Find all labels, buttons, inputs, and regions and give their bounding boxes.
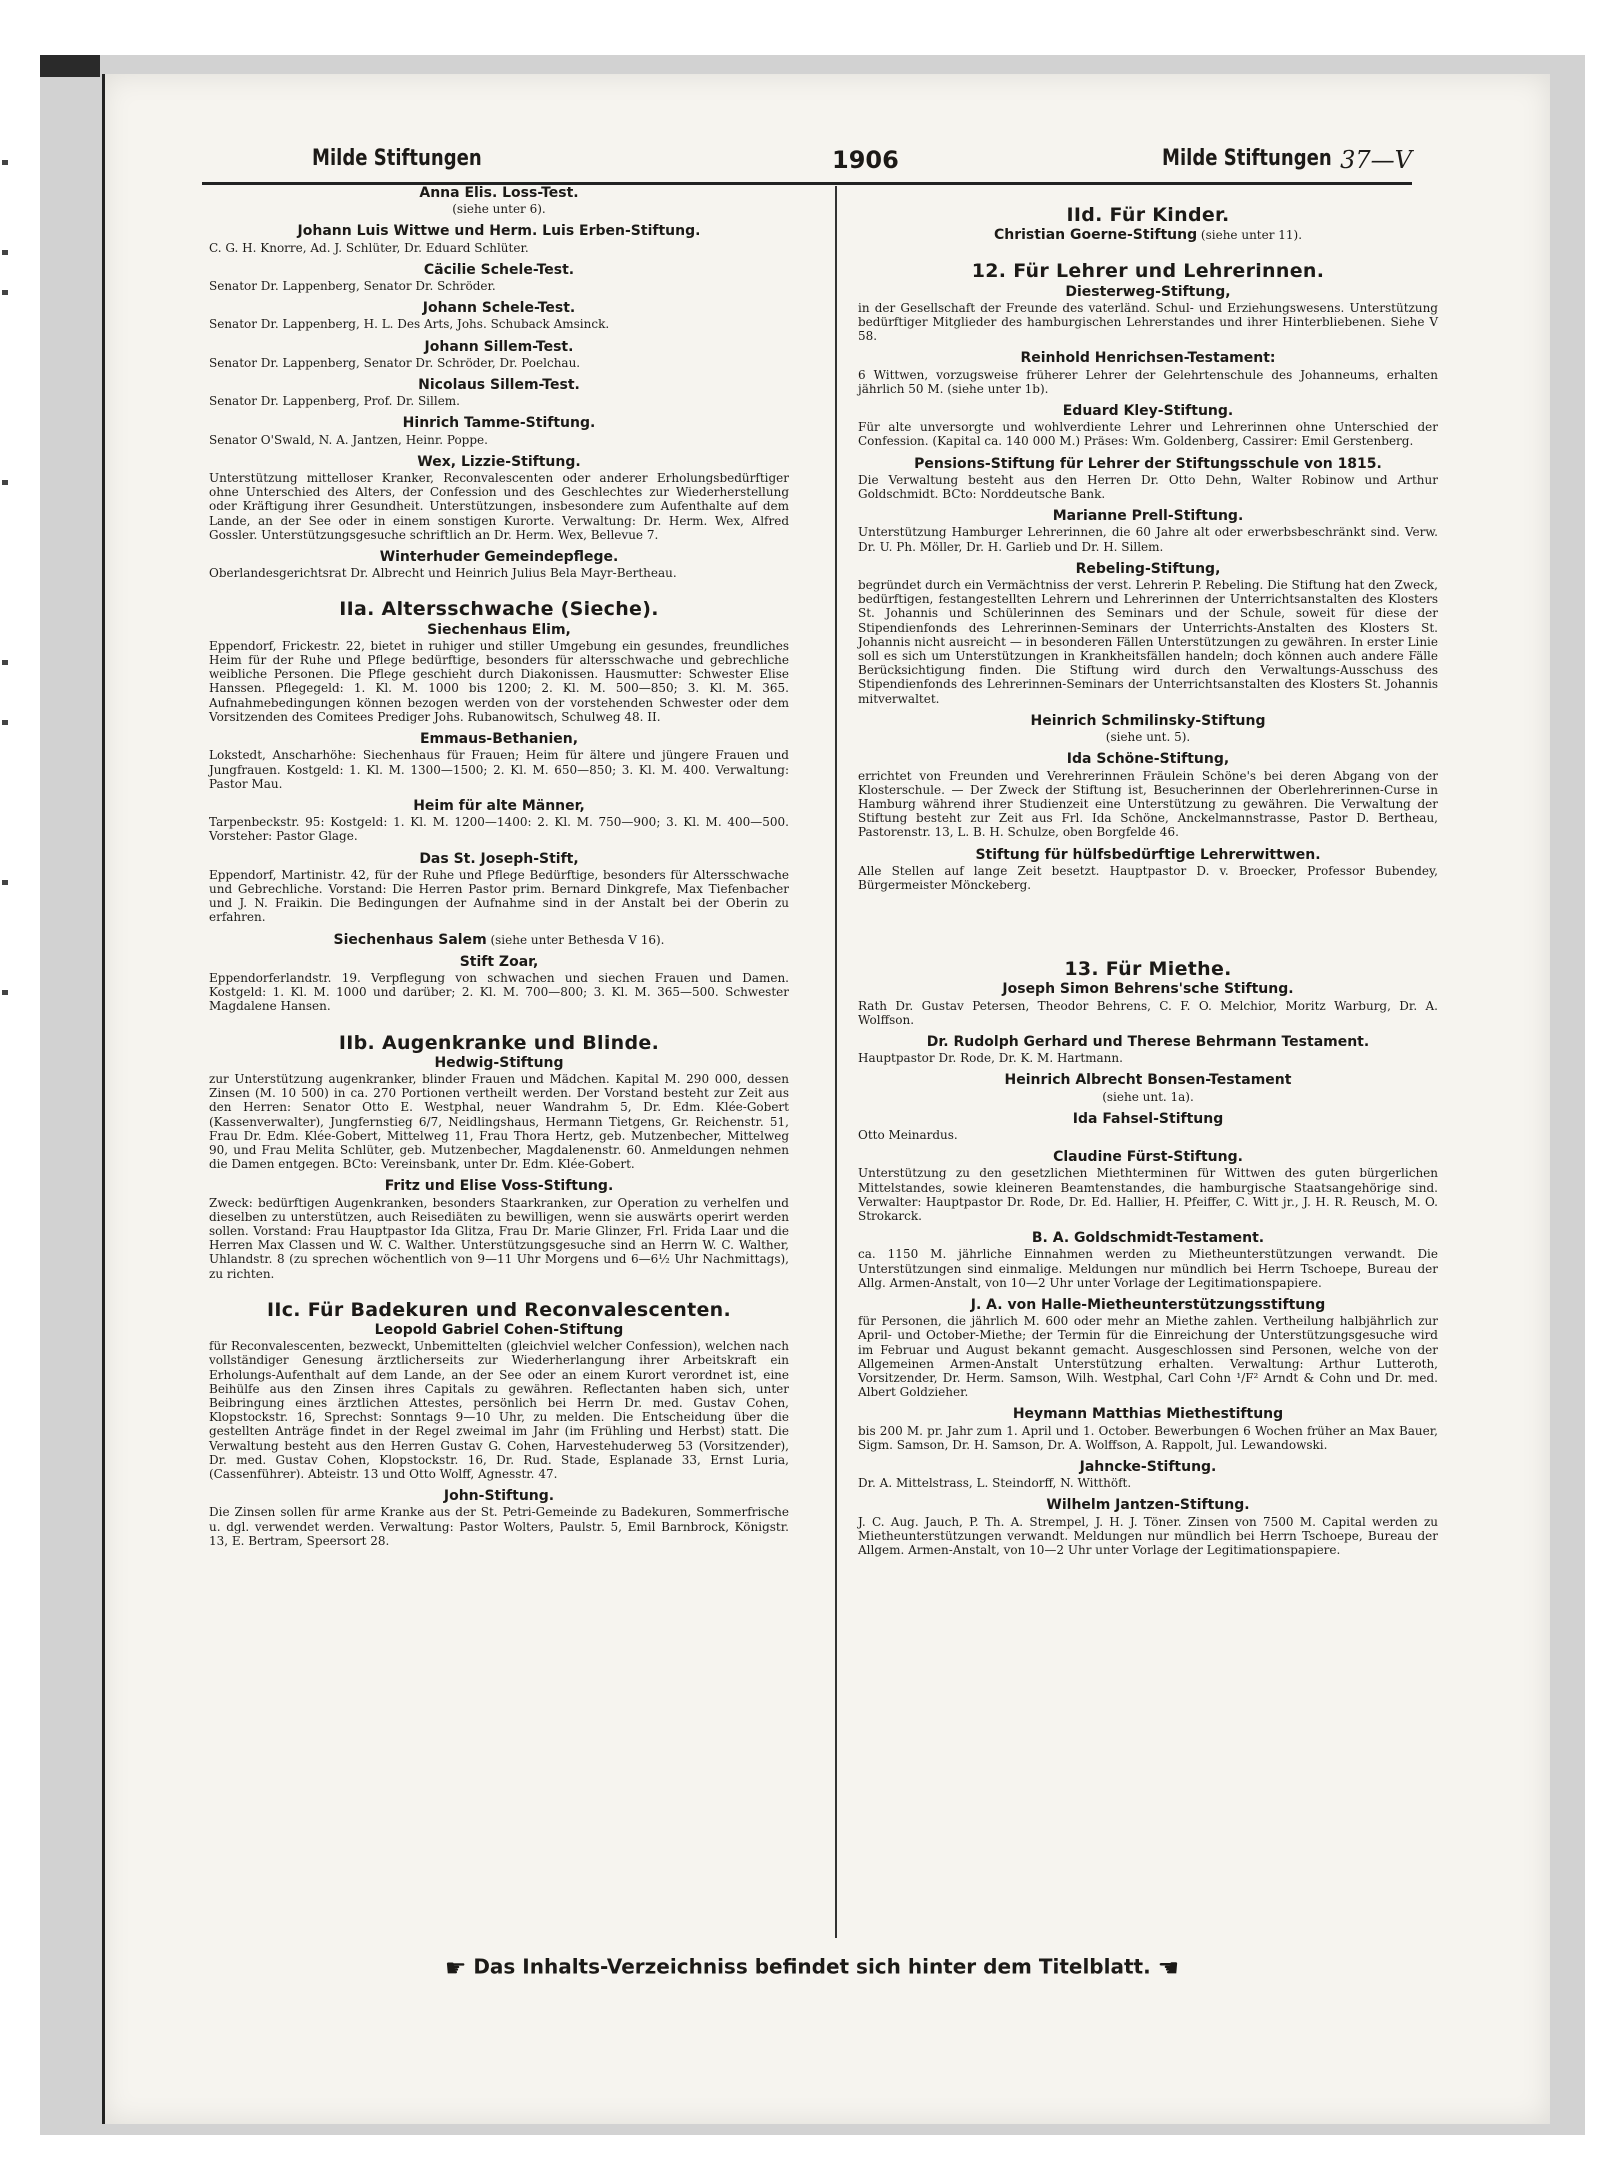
foundation-entry bbox=[209, 1056, 789, 1172]
entry-title bbox=[858, 509, 1438, 523]
entry-title bbox=[209, 623, 789, 637]
entry-title bbox=[209, 186, 789, 200]
entry-title-text: Ida Schöne-Stiftung, bbox=[1066, 751, 1230, 768]
entry-body: Senator Dr. Lappenberg, Senator Dr. Schröder. bbox=[209, 279, 496, 294]
foundation-entry bbox=[209, 455, 789, 542]
entry-title-text: Cäcilie Schele-Test. bbox=[423, 261, 575, 278]
entry-body: Eppendorferlandstr. 19. Verpflegung von schwachen und siechen Frauen und Damen. Kostgeld: 1. Kl. M. 1000 und darüber; 2. Kl. M. 700—800; 3. Kl. M. 365—500. Schwester Magdalene Hansen. bbox=[209, 970, 789, 1014]
entry-title bbox=[858, 351, 1438, 365]
entry-title bbox=[858, 982, 1438, 996]
foundation-entry bbox=[209, 799, 789, 844]
entry-body: Unterstützung Hamburger Lehrerinnen, die 60 Jahre alt oder erwerbsbeschränkt sind. Verw. Dr. U. Ph. Möller, Dr. H. Garlieb und Dr. H. Sillem. bbox=[858, 525, 1438, 554]
entry-body: C. G. H. Knorre, Ad. J. Schlüter, Dr. Eduard Schlüter. bbox=[209, 240, 529, 255]
entry-title-text: Eduard Kley-Stiftung. bbox=[1062, 403, 1234, 420]
entry-body: Unterstützung mittelloser Kranker, Reconvalescenten oder anderer Erholungsbedürftiger ohne Unterschied des Alters, der Confession und des Geschlechtes zur Wiederherstellung oder Kräftigung ihrer Gesundheit. Unterstützungen, insbesondere zum Aufenthalte auf dem Lande, an der See oder in einem sonstigen Kurorte. Verwaltung: Dr. Herm. Wex, Alfred Gossler. Unterstützungsgesuche schriftlich an Dr. Herm. Wex, Bellevue 7. bbox=[209, 471, 789, 542]
foundation-entry bbox=[858, 714, 1438, 744]
entry-title bbox=[209, 1323, 789, 1337]
foundation-entry bbox=[209, 416, 789, 446]
entry-title-text: Christian Goerne-Stiftung bbox=[993, 227, 1198, 244]
foundation-entry bbox=[858, 1112, 1438, 1142]
entry-title bbox=[209, 933, 789, 947]
entry-body: Otto Meinardus. bbox=[858, 1127, 958, 1142]
running-title-left: Milde Stiftungen bbox=[312, 146, 482, 171]
entry-title bbox=[858, 457, 1438, 471]
page-fold-edge bbox=[102, 74, 105, 2124]
entry-body: ca. 1150 M. jährliche Einnahmen werden zu Mietheunterstützungen verwandt. Die Unterstützungen sind einmalige. Meldungen nur mündlich bei Herrn Tschoepe, Bureau der Allg. Armen-Anstalt, von 10—2 Uhr unter Vorlage der Legitimationspapiere. bbox=[858, 1247, 1438, 1290]
foundation-entry bbox=[858, 1460, 1438, 1490]
entry-title bbox=[858, 1298, 1438, 1312]
foundation-entry bbox=[858, 1073, 1438, 1103]
entry-title bbox=[209, 1179, 789, 1193]
entry-title-text: Marianne Prell-Stiftung. bbox=[1052, 508, 1244, 525]
entry-title-text: Anna Elis. Loss-Test. bbox=[419, 185, 579, 201]
section-heading: IIa. Altersschwache (Sieche). bbox=[339, 598, 659, 621]
entry-title-text: Heinrich Albrecht Bonsen-Testament bbox=[1004, 1072, 1292, 1089]
pointing-hand-right-icon: ☛ bbox=[444, 1954, 467, 1982]
entry-body: Unterstützung zu den gesetzlichen Miethterminen für Wittwen des guten bürgerlichen Mittelstandes, sowie kleineren Beamtenstandes, die hamburgische Staatsangehörige sind. Verwalter: Hauptpastor Dr. Rode, Dr. Ed. Hallier, H. Pfeiffer, C. Witt jr., J. H. R. Reusch, M. O. Strokarck. bbox=[858, 1166, 1438, 1223]
entry-title-text: Nicolaus Sillem-Test. bbox=[418, 377, 580, 394]
entry-title-text: Stift Zoar, bbox=[459, 953, 539, 970]
entry-title bbox=[858, 285, 1438, 299]
pointing-hand-left-icon: ☚ bbox=[1157, 1954, 1180, 1982]
entry-title-text: Dr. Rudolph Gerhard und Therese Behrmann Testament. bbox=[926, 1033, 1370, 1050]
entry-title-text: Claudine Fürst-Stiftung. bbox=[1053, 1149, 1243, 1166]
entry-title bbox=[858, 714, 1438, 728]
entry-body: Rath Dr. Gustav Petersen, Theodor Behrens, C. F. O. Melchior, Moritz Warburg, Dr. A. Wolffson. bbox=[858, 998, 1438, 1027]
page-number: 37—V bbox=[1340, 146, 1412, 174]
foundation-entry bbox=[858, 848, 1438, 893]
entry-body: Eppendorf, Martinistr. 42, für der Ruhe und Pflege Bedürftige, besonders für Altersschwache und Gebrechliche. Vorstand: Die Herren Pastor prim. Bernard Dinkgrefe, Max Tiefenbacher und J. N. Fraikin. Die Bedingungen der Aufnahme sind in der Anstalt bei der Oberin zu erfahren. bbox=[209, 867, 789, 925]
entry-title bbox=[209, 455, 789, 469]
entry-body: Dr. A. Mittelstrass, L. Steindorff, N. Witthöft. bbox=[858, 1476, 1132, 1491]
entry-body: (siehe unt. 5). bbox=[1105, 730, 1191, 745]
foundation-entry bbox=[209, 732, 789, 791]
column-divider bbox=[835, 186, 837, 1938]
foundation-entry bbox=[209, 378, 789, 408]
entry-body: Hauptpastor Dr. Rode, Dr. K. M. Hartmann. bbox=[858, 1051, 1123, 1066]
entry-title-text: Pensions-Stiftung für Lehrer der Stiftungsschule von 1815. bbox=[914, 455, 1382, 472]
entry-title-text: Johann Schele-Test. bbox=[422, 300, 576, 317]
foundation-entry bbox=[209, 1489, 789, 1548]
entry-body: Zweck: bedürftigen Augenkranken, besonders Staarkranken, zur Operation zu verhelfen und dieselben zu unterstützen, auch Reisediäten zu bewilligen, wenn sie auswärts operirt werden sollen. Vorstand: Frau Hauptpastor Ida Glitza, Frau Dr. Marie Glinzer, Frl. Frida Laar und die Herren Max Classen und W. C. Walther. Unterstützungsgesuche sind an Herrn W. C. Walther, Uhlandstr. 8 (zu sprechen wöchentlich von 9—11 Uhr Morgens und 6—6½ Uhr Nachmittags), zu richten. bbox=[209, 1195, 789, 1281]
entry-title-text: Rebeling-Stiftung, bbox=[1075, 560, 1221, 577]
foundation-entry bbox=[858, 1150, 1438, 1223]
foundation-entry bbox=[858, 351, 1438, 396]
entry-body: begründet durch ein Vermächtniss der verst. Lehrerin P. Rebeling. Die Stiftung hat den Zweck, bedürftigen, festangestellten Lehrern und Lehrerinnen der Unterrichtsanstalten des Klosters St. Johannis und Schülerinnen des Seminars und der Schule, soweit für diese der Stipendienfonds des Lehrerinnen-Seminars der Unterrichts-Anstalten des Klosters St. Johannis nicht ausreicht — in besonderen Fällen Unterstützungen zu gewähren. In erster Linie soll es sich um Unterstützungen in Krankheitsfällen handeln; doch können auch andere Fälle Berücksichtigung finden. Die Stiftung wird durch den Verwaltungs-Ausschuss des Stipendienfonds des Lehrerinnen-Seminars der Unterrichtsanstalten des Klosters St. Johannis mitverwaltet. bbox=[858, 578, 1438, 706]
entry-title-text: Heim für alte Männer, bbox=[413, 797, 585, 814]
foundation-entry bbox=[858, 1407, 1438, 1452]
entry-title bbox=[209, 732, 789, 746]
page-header bbox=[202, 134, 1412, 185]
entry-title-text: Ida Fahsel-Stiftung bbox=[1072, 1110, 1224, 1127]
entry-title bbox=[858, 848, 1438, 862]
entry-body: Senator O'Swald, N. A. Jantzen, Heinr. Poppe. bbox=[209, 432, 488, 447]
entry-title bbox=[209, 799, 789, 813]
foundation-entry bbox=[858, 509, 1438, 554]
entry-title-text: B. A. Goldschmidt-Testament. bbox=[1031, 1230, 1265, 1247]
foundation-entry bbox=[209, 1323, 789, 1481]
entry-cross-reference: (siehe unter Bethesda V 16). bbox=[486, 932, 665, 947]
section-heading: IId. Für Kinder. bbox=[1066, 204, 1230, 226]
entry-title-text: Hedwig-Stiftung bbox=[434, 1054, 564, 1071]
foundation-entry bbox=[209, 263, 789, 293]
foundation-entry bbox=[858, 1298, 1438, 1399]
entry-title-text: Fritz und Elise Voss-Stiftung. bbox=[384, 1178, 614, 1195]
entry-title bbox=[209, 263, 789, 277]
foundation-entry bbox=[858, 285, 1438, 344]
entry-body: Tarpenbeckstr. 95: Kostgeld: 1. Kl. M. 1200—1400: 2. Kl. M. 750—900; 3. Kl. M. 400—500. Vorsteher: Pastor Glage. bbox=[209, 815, 789, 844]
entry-title bbox=[209, 378, 789, 392]
entry-title bbox=[858, 404, 1438, 418]
foundation-entry bbox=[209, 933, 789, 947]
section-heading: IIb. Augenkranke und Blinde. bbox=[338, 1031, 660, 1054]
entry-body: Die Zinsen sollen für arme Kranke aus der St. Petri-Gemeinde zu Badekuren, Sommerfrische u. dgl. verwendet werden. Verwaltung: Pastor Wolters, Paulstr. 5, Emil Barnbrock, Königstr. 13, E. Bertram, Speersort 28. bbox=[209, 1505, 789, 1548]
entry-title-text: Jahncke-Stiftung. bbox=[1079, 1459, 1217, 1476]
entry-title-text: Siechenhaus Elim, bbox=[427, 621, 571, 638]
foundation-entry bbox=[209, 623, 789, 724]
running-title-right: Milde Stiftungen bbox=[1162, 146, 1332, 171]
foundation-entry bbox=[209, 301, 789, 331]
section-heading: IIc. Für Badekuren und Reconvalescenten. bbox=[266, 1298, 732, 1321]
foundation-entry bbox=[858, 1035, 1438, 1065]
foundation-entry bbox=[858, 562, 1438, 706]
entry-title bbox=[858, 1231, 1438, 1245]
entry-body: in der Gesellschaft der Freunde des vaterländ. Schul- und Erziehungswesens. Unterstützung bedürftiger Mitglieder des hamburgischen Lehrerstandes und ihrer Hinterbliebenen. Siehe V 58. bbox=[858, 300, 1438, 344]
entry-title-text: Hinrich Tamme-Stiftung. bbox=[402, 415, 596, 432]
entry-title-text: Johann Luis Wittwe und Herm. Luis Erben-Stiftung. bbox=[297, 223, 701, 240]
entry-body: Lokstedt, Anscharhöhe: Siechenhaus für Frauen; Heim für ältere und jüngere Frauen und Jungfrauen. Kostgeld: 1. Kl. M. 1300—1500; 2. Kl. M. 650—850; 3. Kl. M. 400. Verwaltung: Pastor Mau. bbox=[209, 748, 789, 791]
entry-title bbox=[209, 1056, 789, 1070]
footer-text: Das Inhalts-Verzeichniss befindet sich hinter dem Titelblatt. bbox=[473, 1954, 1151, 1979]
entry-title-text: J. A. von Halle-Mietheunterstützungsstiftung bbox=[970, 1296, 1326, 1313]
foundation-entry bbox=[858, 228, 1438, 242]
entry-body: Senator Dr. Lappenberg, Prof. Dr. Sillem. bbox=[209, 394, 460, 409]
entry-title bbox=[209, 955, 789, 969]
entry-title bbox=[209, 224, 789, 238]
entry-body: Die Verwaltung besteht aus den Herren Dr. Otto Dehn, Walter Robinow und Arthur Goldschmidt. BCto: Norddeutsche Bank. bbox=[858, 472, 1438, 502]
left-column bbox=[209, 186, 789, 1556]
section-heading: 12. Für Lehrer und Lehrerinnen. bbox=[971, 260, 1325, 283]
entry-title bbox=[209, 852, 789, 866]
entry-title bbox=[858, 562, 1438, 576]
foundation-entry bbox=[858, 1498, 1438, 1557]
entry-body: Oberlandesgerichtsrat Dr. Albrecht und Heinrich Julius Bela Mayr-Bertheau. bbox=[209, 566, 677, 581]
entry-title bbox=[209, 301, 789, 315]
entry-body: Eppendorf, Frickestr. 22, bietet in ruhiger und stiller Umgebung ein gesundes, freundliches Heim für der Ruhe und Pflege bedürftige, besonders für altersschwache und gebrechliche weibliche Personen. Die Pflege geschieht durch Diakonissen. Hausmutter: Schwester Elise Hanssen. Pflegegeld: 1. Kl. M. 1000 bis 1200; 2. Kl. M. 500—850; 3. Kl. M. 365. Aufnahmebedingungen können bezogen werden von der vorstehenden Schwester oder dem Vorsitzenden des Comitees Prediger Johs. Rubanowitsch, Schulweg 48. II. bbox=[209, 638, 789, 724]
foundation-entry bbox=[858, 404, 1438, 449]
foundation-entry bbox=[858, 752, 1438, 839]
entry-title bbox=[858, 1460, 1438, 1474]
document-page bbox=[102, 74, 1550, 2124]
entry-title-text: Emmaus-Bethanien, bbox=[419, 731, 579, 748]
entry-body: 6 Wittwen, vorzugsweise früherer Lehrer der Gelehrtenschule des Johanneums, erhalten jährlich 50 M. (siehe unter 1b). bbox=[858, 367, 1438, 396]
entry-title bbox=[209, 340, 789, 354]
entry-title bbox=[858, 1073, 1438, 1087]
header-year: 1906 bbox=[832, 146, 899, 174]
foundation-entry bbox=[209, 224, 789, 254]
scan-edge-mark bbox=[40, 55, 100, 77]
entry-title bbox=[858, 228, 1438, 242]
entry-title bbox=[209, 550, 789, 564]
entry-title-text: Heinrich Schmilinsky-Stiftung bbox=[1030, 712, 1266, 729]
entry-title bbox=[209, 416, 789, 430]
entry-title-text: Reinhold Henrichsen-Testament: bbox=[1020, 350, 1276, 367]
entry-body: für Personen, die jährlich M. 600 oder mehr an Miethe zahlen. Vertheilung halbjährlich zur April- und October-Miethe; der Termin für die Einreichung der Unterstützungsgesuche wird im Februar und August bekannt gemacht. Ausgeschlossen sind Personen, welche von der Allgemeinen Armen-Anstalt Unterstützung erhalten. Verwaltung: Arthur Lutteroth, Vorsitzender, Dr. Herm. Samson, Wilh. Westphal, Carl Cohn ¹/F² Arndt & Cohn und Dr. med. Albert Goldzieher. bbox=[858, 1314, 1438, 1400]
entry-body: zur Unterstützung augenkranker, blinder Frauen und Mädchen. Kapital M. 290 000, dessen Zinsen (M. 10 500) in ca. 270 Portionen vertheilt werden. Der Vorstand besteht zur Zeit aus den Herren: Senator Otto E. Westphal, neuer Wandrahm 5, Dr. Edm. Klée-Gobert (Kassenverwalter), Jungfernstieg 6/7, Neidlingshaus, Hermann Tietgens, Gr. Reichenstr. 51, Frau Dr. Edm. Klée-Gobert, Mittelweg 11, Frau Thora Hertz, geb. Mutzenbecher, Mittelweg 90, und Frau Melita Schlüter, geb. Mutzenbecher, Magdalenenstr. 60. Anmeldungen nehmen die Damen entgegen. BCto: Vereinsbank, unter Dr. Edm. Klée-Gobert. bbox=[209, 1071, 789, 1172]
entry-title-text: John-Stiftung. bbox=[443, 1488, 555, 1505]
entry-title-text: Siechenhaus Salem bbox=[333, 931, 487, 948]
entry-title bbox=[858, 1150, 1438, 1164]
entry-title-text: Johann Sillem-Test. bbox=[424, 338, 574, 355]
entry-body: für Reconvalescenten, bezweckt, Unbemittelten (gleichviel welcher Confession), welchen nach vollständiger Genesung ärztlicherseits zur Wiederherlangung ihrer Arbeitskraft ein Erholungs-Aufenthalt auf dem Lande, an der See oder an einem Kurort verordnet ist, eine Beihülfe aus den Zinsen ihres Capitals zu gewähren. Reflectanten haben sich, unter Beibringung eines ärztlichen Attestes, persönlich bei Herrn Dr. med. Gustav Cohen, Klopstockstr. 16, Sprechst: Sonntags 9—10 Uhr, zu melden. Die Entscheidung über die gestellten Anträge findet in der Regel zweimal im Jahr (im Frühling und Herbst) statt. Die Verwaltung besteht aus den Herren Gustav G. Cohen, Harvestehuderweg 53 (Vorsitzender), Dr. med. Gustav Cohen, Klopstockstr. 16, Dr. Rud. Stade, Esplanade 33, Ernst Luria, (Cassenführer). Abteistr. 13 und Otto Wolff, Agnesstr. 47. bbox=[209, 1339, 789, 1482]
footer-notice bbox=[432, 1954, 1192, 1982]
section-heading: 13. Für Miethe. bbox=[1064, 958, 1232, 981]
entry-title-text: Wilhelm Jantzen-Stiftung. bbox=[1046, 1497, 1250, 1514]
entry-title-text: Winterhuder Gemeindepflege. bbox=[379, 549, 619, 566]
entry-body: Alle Stellen auf lange Zeit besetzt. Hauptpastor D. v. Broecker, Professor Bubendey, Bürgermeister Mönckeberg. bbox=[858, 863, 1438, 892]
entry-title bbox=[858, 1407, 1438, 1421]
foundation-entry bbox=[209, 955, 789, 1014]
entry-title bbox=[858, 1112, 1438, 1126]
entry-body: Für alte unversorgte und wohlverdiente Lehrer und Lehrerinnen ohne Unterschied der Confession. (Kapital ca. 140 000 M.) Präses: Wm. Goldenberg, Cassirer: Emil Gerstenberg. bbox=[858, 420, 1438, 449]
entry-title-text: Heymann Matthias Miethestiftung bbox=[1012, 1406, 1284, 1423]
entry-body: Senator Dr. Lappenberg, Senator Dr. Schröder, Dr. Poelchau. bbox=[209, 355, 581, 370]
entry-title-text: Wex, Lizzie-Stiftung. bbox=[417, 453, 581, 470]
entry-title bbox=[858, 1035, 1438, 1049]
margin-marks bbox=[0, 160, 14, 1060]
entry-body: Senator Dr. Lappenberg, H. L. Des Arts, Johs. Schuback Amsinck. bbox=[209, 317, 610, 332]
entry-title bbox=[858, 1498, 1438, 1512]
foundation-entry bbox=[858, 1231, 1438, 1290]
entry-body: bis 200 M. pr. Jahr zum 1. April und 1. October. Bewerbungen 6 Wochen früher an Max Bauer, Sigm. Samson, Dr. H. Samson, Dr. A. Wolffson, A. Rappolt, Jul. Lewandowski. bbox=[858, 1423, 1438, 1452]
entry-body: (siehe unt. 1a). bbox=[1102, 1089, 1194, 1104]
right-column bbox=[858, 186, 1438, 1565]
entry-title-text: Leopold Gabriel Cohen-Stiftung bbox=[374, 1322, 624, 1338]
entry-body: errichtet von Freunden und Verehrerinnen Fräulein Schöne's bei deren Abgang von der Klosterschule. — Der Zweck der Stiftung ist, Besucherinnen der Oberlehrerinnen-Curse in Hamburg während ihrer Studienzeit eine Unterstützung zu gewähren. Die Verwaltung der Stiftung besteht zur Zeit aus Frl. Ida Schöne, Anckelmannstrasse, Pastor D. Bertheau, Pastorenstr. 13, L. B. H. Schulze, oben Borgfelde 46. bbox=[858, 768, 1438, 840]
foundation-entry bbox=[858, 457, 1438, 502]
entry-title-text: Diesterweg-Stiftung, bbox=[1065, 283, 1231, 300]
foundation-entry bbox=[858, 982, 1438, 1027]
foundation-entry bbox=[209, 550, 789, 580]
entry-body: J. C. Aug. Jauch, P. Th. A. Strempel, J. H. J. Töner. Zinsen von 7500 M. Capital werden zu Mietheunterstützungen verwandt. Meldungen nur mündlich bei Herrn Tschoepe, Bureau der Allgem. Armen-Anstalt, von 10—2 Uhr unter Vorlage der Legitimationspapiere. bbox=[858, 1514, 1438, 1558]
foundation-entry bbox=[209, 1179, 789, 1280]
entry-cross-reference: (siehe unter 11). bbox=[1197, 228, 1303, 243]
entry-title bbox=[209, 1489, 789, 1503]
foundation-entry bbox=[209, 340, 789, 370]
foundation-entry bbox=[209, 852, 789, 925]
entry-title-text: Das St. Joseph-Stift, bbox=[419, 850, 579, 867]
entry-title bbox=[858, 752, 1438, 766]
entry-title-text: Joseph Simon Behrens'sche Stiftung. bbox=[1002, 981, 1294, 998]
entry-body: (siehe unter 6). bbox=[452, 202, 546, 217]
entry-title-text: Stiftung für hülfsbedürftige Lehrerwittwen. bbox=[975, 846, 1321, 863]
foundation-entry bbox=[209, 186, 789, 216]
